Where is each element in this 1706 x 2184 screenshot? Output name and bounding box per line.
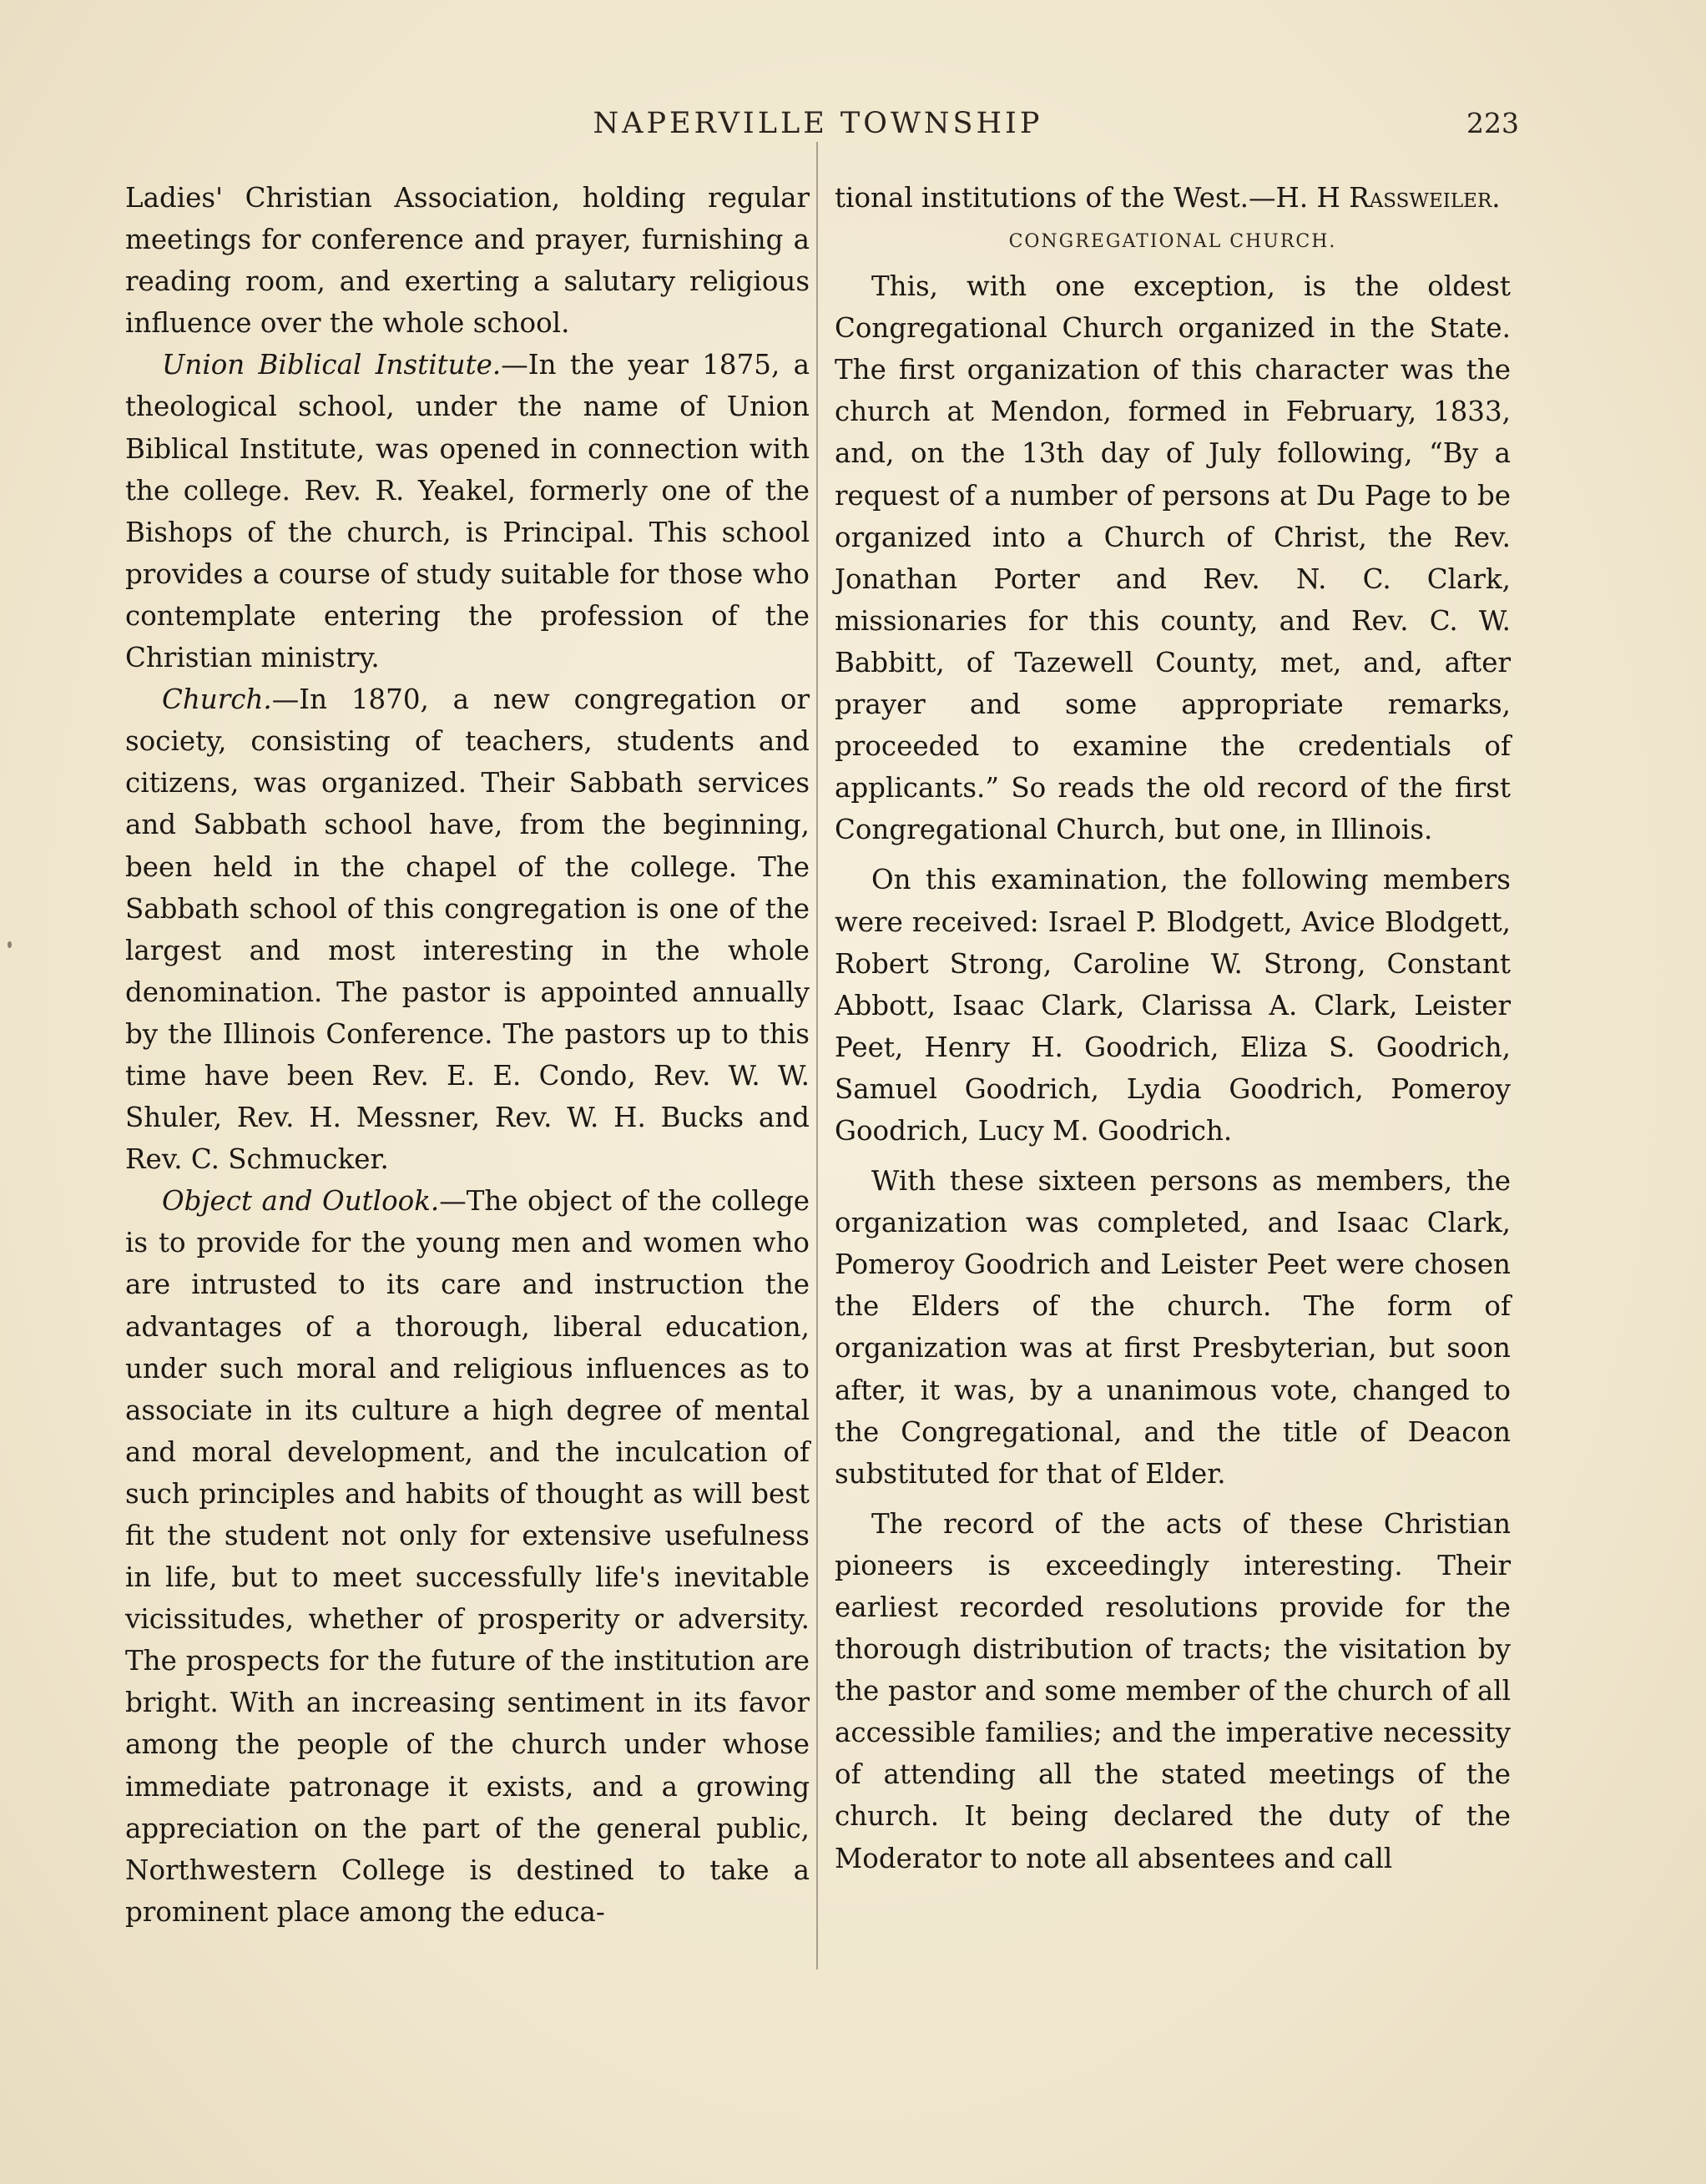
right-column [835,177,1511,1879]
paragraph-text: —In 1870, a new congregation or society, consisting of teachers, students and citizens, was organized. Their Sabbath services and Sabbath school have, from the beginning, been held in the chapel of the college. The Sabbath school of this congregation is one of the largest and most interesting in the whole denomination. The pastor is appointed annually by the Illinois Conference. The pastors up to this time have been Rev. E. E. Condo, Rev. W. W. Shuler, Rev. H. Messner, Rev. W. H. Bucks and Rev. C. Schmucker. [125,683,810,1176]
column-divider [816,142,818,1970]
run-in-heading: Union Biblical Institute. [162,349,502,381]
paragraph: On this examination, the following members were received: Israel P. Blodgett, Avice Blodgett, Robert Strong, Caroline W. Strong, Constant Abbott, Isaac Clark, Clarissa A. Clark, Leister Peet, Henry H. Goodrich, Eliza S. Goodrich, Samuel Goodrich, Lydia Goodrich, Pomeroy Goodrich, Lucy M. Goodrich. [835,864,1511,1147]
paragraph-union-biblical-institute [125,344,810,678]
author-signature: Rassweiler. [1349,182,1501,214]
paragraph-church [125,678,810,1180]
paragraph-object-and-outlook [125,1180,810,1933]
paragraph-text: —In the year 1875, a theological school, under the name of Union Biblical Institute, was opened in connection with the college. Rev. R. Yeakel, formerly one of the Bishops of the church, is Principal. This school provides a course of study suitable for those who contemplate entering the profession of the Christian ministry. [125,349,810,674]
run-in-heading: Church. [162,683,272,716]
page-number: 223 [1466,107,1519,139]
paragraph: Ladies' Christian Association, holding regular meetings for conference and prayer, furnishing a reading room, and exerting a salutary religious influence over the whole school. [125,182,810,340]
paragraph: The record of the acts of these Christian pioneers is exceedingly interesting. Their earliest recorded resolutions provide for the thorough distribution of tracts; the visitation by the pastor and some member of the church of all accessible families; and the imperative necessity of attending all the stated meetings of the church. It being declared the duty of the Moderator to note all absentees and call [835,1507,1511,1874]
paragraph: This, with one exception, is the oldest Congregational Church organized in the State. The first organization of this character was the church at Mendon, formed in February, 1833, and, on the 13th day of July following, “By a request of a number of persons at Du Page to be organized into a Church of Christ, the Rev. Jonathan Porter and Rev. N. C. Clark, missionaries for this county, and Rev. C. W. Babbitt, of Tazewell County, met, and, after prayer and some appropriate remarks, proceeded to examine the credentials of applicants.” So reads the old record of the first Congregational Church, but one, in Illinois. [835,270,1511,846]
paragraph-text: tional institutions of the West.—H. H [835,182,1350,214]
run-in-heading: Object and Outlook. [162,1185,440,1218]
section-heading: CONGREGATIONAL CHURCH. [1008,231,1337,253]
left-column [125,177,810,1933]
running-header [117,107,1519,157]
paragraph-continuation [835,177,1511,219]
paper-speck [8,941,12,948]
running-head-title: NAPERVILLE TOWNSHIP [593,107,1043,140]
paragraph-text: —The object of the college is to provide for the young men and women who are intrusted to its care and instruction the advantages of a thorough, liberal education, under such moral and religious influences as to associate in its culture a high degree of mental and moral development, and the inculcation of such principles and habits of thought as will best fit the student not only for extensive usefulness in life, but to meet successfully life's inevitable vicissitudes, whether of prosperity or adversity. The prospects for the future of the institution are bright. With an increasing sentiment in its favor among the people of the church under whose immediate patronage it exists, and a growing appreciation on the part of the general public, Northwestern College is destined to take a prominent place among the educa- [125,1185,810,1928]
paragraph: With these sixteen persons as members, the organization was completed, and Isaac Clark, Pomeroy Goodrich and Leister Peet were chosen the Elders of the church. The form of organization was at first Presbyterian, but soon after, it was, by a unanimous vote, changed to the Congregational, and the title of Deacon substituted for that of Elder. [835,1165,1511,1490]
